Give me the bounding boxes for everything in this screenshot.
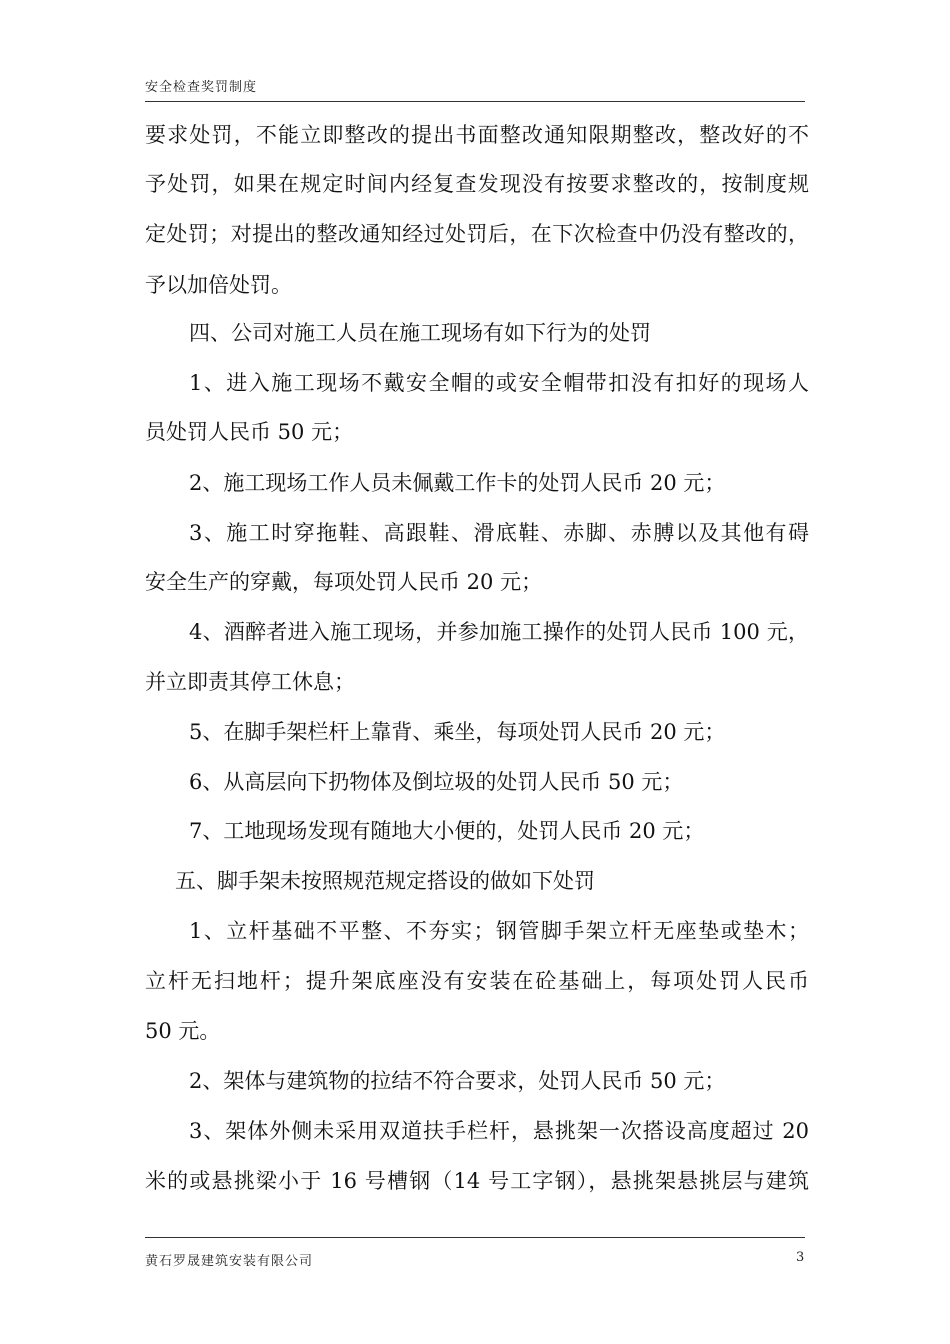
- paragraph-line: 要求处罚，不能立即整改的提出书面整改通知限期整改，整改好的不: [145, 123, 809, 147]
- section-heading-4: 四、公司对施工人员在施工现场有如下行为的处罚: [189, 321, 651, 345]
- section-heading-5: 五、脚手架未按照规范规定搭设的做如下处罚: [175, 869, 595, 893]
- list-item-line: 2、施工现场工作人员未佩戴工作卡的处罚人民币 20 元；: [189, 471, 726, 495]
- list-item-line: 4、酒醉者进入施工现场，并参加施工操作的处罚人民币 100 元，: [189, 620, 809, 644]
- list-item-line: 1、立杆基础不平整、不夯实；钢管脚手架立杆无座垫或垫木；: [189, 919, 809, 943]
- list-item-line: 1、进入施工现场不戴安全帽的或安全帽带扣没有扣好的现场人: [189, 371, 809, 395]
- list-item-line: 7、工地现场发现有随地大小便的，处罚人民币 20 元；: [189, 819, 705, 843]
- paragraph-line: 定处罚；对提出的整改通知经过处罚后，在下次检查中仍没有整改的，: [145, 222, 809, 246]
- list-item-line: 3、施工时穿拖鞋、高跟鞋、滑底鞋、赤脚、赤膊以及其他有碍: [189, 521, 809, 545]
- list-item-line: 员处罚人民币 50 元；: [145, 420, 354, 444]
- list-item-line: 并立即责其停工休息；: [145, 670, 355, 694]
- list-item-line: 50 元。: [145, 1019, 221, 1043]
- footer-company-name: 黄石罗晟建筑安装有限公司: [145, 1254, 314, 1269]
- page-header-title: 安全检查奖罚制度: [145, 80, 258, 95]
- header-divider: [145, 101, 805, 102]
- page-number: 3: [796, 1250, 805, 1265]
- list-item-line: 3、架体外侧未采用双道扶手栏杆，悬挑架一次搭设高度超过 20: [189, 1119, 809, 1143]
- paragraph-line: 予以加倍处罚。: [145, 273, 292, 297]
- list-item-line: 安全生产的穿戴，每项处罚人民币 20 元；: [145, 570, 543, 594]
- list-item-line: 立杆无扫地杆；提升架底座没有安装在砼基础上，每项处罚人民币: [145, 969, 809, 993]
- list-item-line: 2、架体与建筑物的拉结不符合要求，处罚人民币 50 元；: [189, 1069, 726, 1093]
- paragraph-line: 予处罚，如果在规定时间内经复查发现没有按要求整改的，按制度规: [145, 172, 809, 196]
- footer-divider: [145, 1237, 805, 1238]
- list-item-line: 米的或悬挑梁小于 16 号槽钢（14 号工字钢），悬挑架悬挑层与建筑: [145, 1169, 809, 1193]
- list-item-line: 5、在脚手架栏杆上靠背、乘坐，每项处罚人民币 20 元；: [189, 720, 726, 744]
- list-item-line: 6、从高层向下扔物体及倒垃圾的处罚人民币 50 元；: [189, 770, 684, 794]
